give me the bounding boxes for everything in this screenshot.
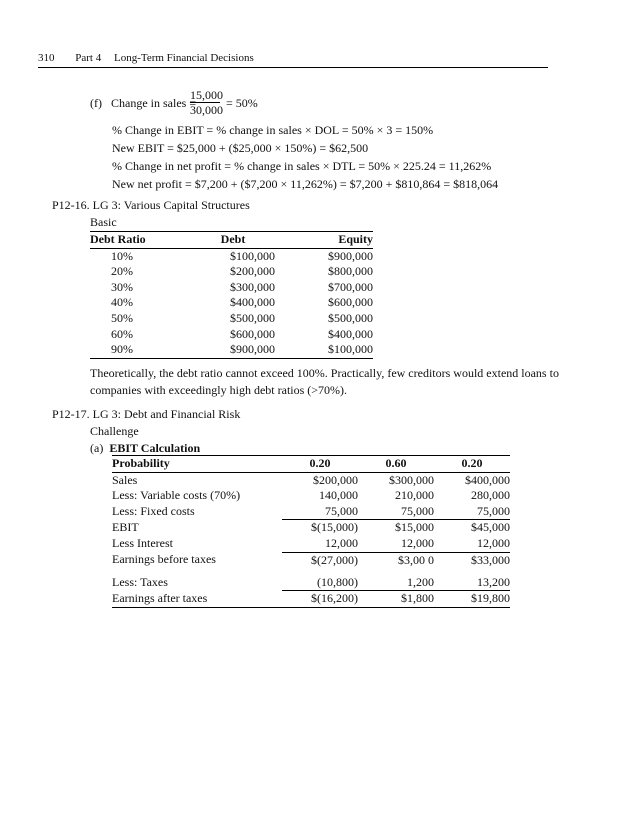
cell-ratio: 10% — [111, 248, 133, 263]
running-header — [38, 52, 254, 64]
cell-debt: $600,000 — [230, 326, 275, 341]
col-prob-3: 0.20 — [434, 456, 510, 473]
cell-equity: $700,000 — [328, 279, 373, 294]
cell-debt: $100,000 — [230, 248, 275, 263]
cell-equity: $800,000 — [328, 264, 373, 279]
cell-value: 13,200 — [434, 575, 510, 591]
capital-structure-table — [90, 231, 373, 359]
p12-16-title: P12-16. LG 3: Various Capital Structures — [52, 198, 250, 212]
f-formula-lhs — [90, 96, 196, 126]
cell-value: 210,000 — [395, 488, 434, 503]
cell-debt: $300,000 — [230, 279, 275, 294]
page-number: 310 — [38, 52, 55, 64]
table-header-row — [112, 456, 510, 473]
cell-value: $45,000 — [471, 520, 510, 535]
table-row — [112, 536, 510, 552]
table-row — [112, 520, 510, 536]
cell-value: 75,000 — [358, 504, 434, 520]
cell-debt: $400,000 — [230, 295, 275, 310]
part-title: Long-Term Financial Decisions — [113, 52, 254, 64]
table-row — [90, 248, 373, 264]
f-line-3: % Change in net profit = % change in sales × DTL = 50% × 225.24 = 11,262% — [112, 159, 492, 173]
cell-ratio: 60% — [111, 326, 133, 341]
cell-value: $(27,000) — [311, 552, 358, 567]
fraction-numerator: 15,000 — [190, 88, 223, 102]
part-label: (a) — [90, 441, 104, 455]
cell-equity: $400,000 — [328, 326, 373, 341]
table-row — [112, 552, 510, 575]
table-row — [112, 488, 510, 504]
row-label: Sales — [112, 472, 138, 487]
cell-debt: $500,000 — [230, 310, 275, 325]
header-rule — [38, 67, 548, 68]
cell-value: $33,000 — [471, 552, 510, 567]
p12-17-level: Challenge — [90, 424, 139, 438]
table-row — [112, 472, 510, 488]
p12-17-title: P12-17. LG 3: Debt and Financial Risk — [52, 407, 241, 421]
col-probability: Probability — [112, 456, 282, 473]
cell-debt: $900,000 — [191, 342, 275, 358]
cell-value: 1,200 — [358, 575, 434, 591]
fraction — [190, 88, 223, 117]
cell-equity: $900,000 — [328, 248, 373, 263]
ebit-table — [112, 455, 510, 608]
cell-value: 280,000 — [471, 488, 510, 503]
cell-value: $15,000 — [395, 520, 434, 535]
f-result: = 50% — [226, 96, 258, 110]
cell-debt: $200,000 — [230, 264, 275, 279]
cell-ratio: 50% — [111, 310, 133, 325]
cell-value: (10,800) — [282, 575, 358, 591]
part-title: EBIT Calculation — [109, 441, 201, 455]
table-row — [112, 591, 510, 608]
p12-16-level: Basic — [90, 215, 117, 229]
cell-value: $19,800 — [434, 591, 510, 608]
cell-value: 12,000 — [434, 536, 510, 552]
cell-ratio: 90% — [90, 342, 191, 358]
fraction-denominator: 30,000 — [190, 103, 223, 117]
table-row — [90, 342, 373, 358]
cell-value: $3,00 0 — [398, 552, 434, 567]
row-label: Less: Fixed costs — [112, 504, 195, 519]
col-equity: Equity — [275, 232, 373, 249]
cell-ratio: 30% — [111, 279, 133, 294]
table-row — [90, 295, 373, 311]
cell-value: 12,000 — [282, 536, 358, 552]
part-label: Part 4 — [75, 52, 102, 64]
col-prob-2: 0.60 — [358, 456, 434, 473]
table-row — [112, 504, 510, 520]
row-label: Less Interest — [112, 536, 173, 551]
f-lhs: Change in sales = — [111, 96, 197, 110]
row-label: Less: Variable costs (70%) — [112, 488, 241, 503]
row-label: Earnings before taxes — [112, 552, 216, 567]
col-debt-ratio: Debt Ratio — [90, 232, 191, 249]
cell-ratio: 20% — [111, 264, 133, 279]
cell-ratio: 40% — [111, 295, 133, 310]
table-row — [112, 575, 510, 591]
col-debt: Debt — [191, 232, 275, 249]
cell-value: 12,000 — [358, 536, 434, 552]
table-row — [90, 327, 373, 343]
cell-value: $300,000 — [389, 472, 434, 487]
cell-value: 140,000 — [319, 488, 358, 503]
table-row — [90, 280, 373, 296]
cell-equity: $500,000 — [328, 310, 373, 325]
table-row — [90, 264, 373, 280]
row-label: Earnings after taxes — [112, 591, 282, 608]
cell-value: $200,000 — [313, 472, 358, 487]
f-line-4: New net profit = $7,200 + ($7,200 × 11,262%) = $7,200 + $810,864 = $818,064 — [112, 177, 499, 191]
f-line-1: % Change in EBIT = % change in sales × DOL = 50% × 3 = 150% — [112, 123, 434, 137]
cell-equity: $100,000 — [275, 342, 373, 358]
col-prob-1: 0.20 — [282, 456, 358, 473]
row-label: EBIT — [112, 520, 139, 535]
table-row — [90, 311, 373, 327]
cell-value: $1,800 — [358, 591, 434, 608]
p12-17-part-heading — [90, 441, 200, 456]
cell-equity: $600,000 — [328, 295, 373, 310]
p12-16-note-line-1: Theoretically, the debt ratio cannot exceed 100%. Practically, few creditors would extend loans to — [90, 366, 559, 380]
row-label: Less: Taxes — [112, 574, 168, 589]
cell-value: 75,000 — [434, 504, 510, 520]
f-line-2: New EBIT = $25,000 + ($25,000 × 150%) = $62,500 — [112, 141, 369, 155]
cell-value: $400,000 — [465, 472, 510, 487]
p12-16-note-line-2: companies with exceedingly high debt ratios (>70%). — [90, 383, 348, 397]
cell-value: $(15,000) — [311, 520, 358, 535]
f-label: (f) — [90, 96, 102, 110]
cell-value: $(16,200) — [282, 591, 358, 608]
cell-value: 75,000 — [282, 504, 358, 520]
table-header-row — [90, 232, 373, 249]
